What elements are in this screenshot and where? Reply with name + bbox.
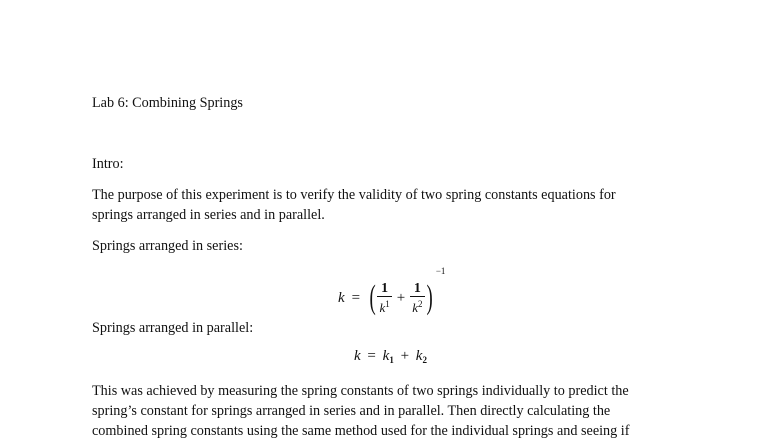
fraction-2-numerator: 1 [410,281,424,297]
parallel-eq-lhs: k [354,348,361,364]
fraction-2-denominator [410,297,424,315]
parallel-eq-k2: k [415,348,423,364]
series-label: Springs arranged in series: [92,238,243,254]
series-eq-fraction-2 [410,281,424,315]
body-line-3: combined spring constants using the same method used for the individual springs and seeing if [92,423,630,439]
fraction-1-den-sup: 1 [385,299,390,310]
body-line-1: This was achieved by measuring the spring constants of two springs individually to predict the [92,383,629,399]
parallel-eq-k1: k [382,348,390,364]
fraction-1-numerator: 1 [377,281,391,297]
parallel-eq-plus: + [400,348,410,364]
series-eq-plus: + [396,289,406,306]
body-line-2: spring’s constant for springs arranged in series and in parallel. Then directly calculating the [92,403,611,419]
fraction-2-den-sup: 2 [418,299,423,310]
purpose-line-1: The purpose of this experiment is to verify the validity of two spring constants equations for [92,187,616,203]
fraction-1-denominator [377,297,391,315]
intro-heading: Intro: [92,156,124,172]
series-eq-fraction-1 [377,281,391,315]
series-eq-equals: = [351,289,361,306]
fraction-1-den-var: k [379,300,386,316]
series-eq-lhs: k [338,289,345,306]
series-equation [338,266,446,317]
document-title: Lab 6: Combining Springs [92,95,243,111]
series-eq-exponent: −1 [435,266,446,276]
parallel-label: Springs arranged in parallel: [92,320,254,336]
parallel-equation [354,348,427,365]
fraction-2-den-var: k [412,300,418,316]
purpose-line-2: springs arranged in series and in parallel. [92,207,325,223]
series-eq-close-paren: ) [426,279,433,317]
series-eq-open-paren: ( [369,279,376,317]
parallel-eq-k2-sub: 2 [422,355,427,365]
parallel-eq-equals: = [367,348,376,364]
parallel-eq-k1-sub: 1 [389,355,394,365]
